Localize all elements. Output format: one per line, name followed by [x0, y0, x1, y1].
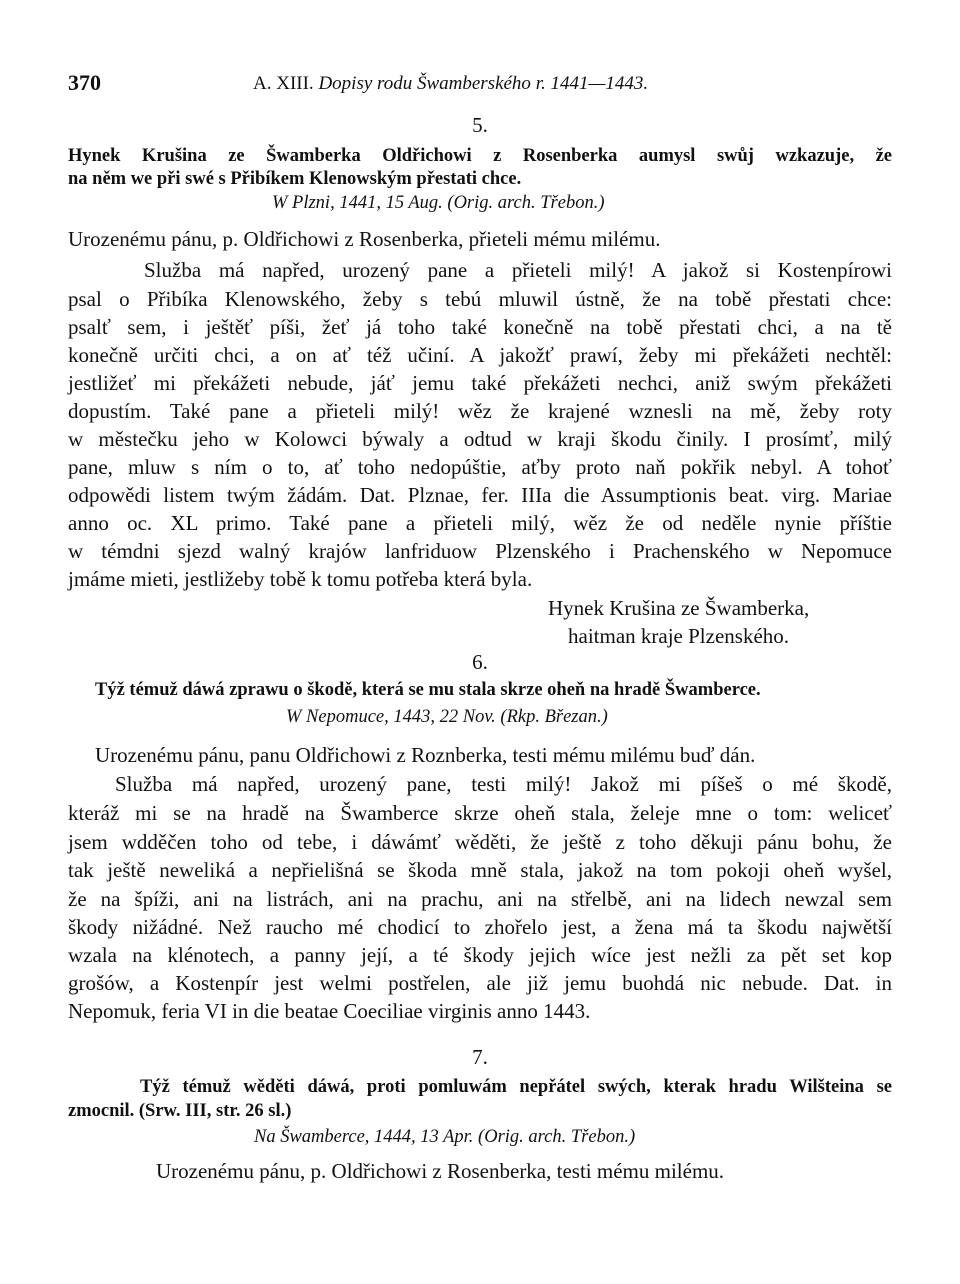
- letter-6-body-line: jsem wdděčen toho od tebe, i dáwámť wěděti, že ještě z toho děkuji pánu bohu, že: [68, 830, 892, 854]
- header-title: Dopisy rodu Šwamberského: [318, 73, 531, 94]
- letter-5-body-line: psal o Přibíka Klenowského, žeby s tebú mluwil ústně, že na tobě přestati chce:: [68, 287, 892, 311]
- letter-5-regest-line: na něm we při swé s Přibíkem Klenowským přestati chce.: [68, 169, 522, 189]
- letter-6-place-date: W Nepomuce, 1443, 22 Nov. (Rkp. Březan.): [286, 707, 608, 727]
- letter-5-body-line: pane, mluw s ním o to, ať toho nedopúštie, aťby proto naň pokřik nebyl. A tohoť: [68, 455, 892, 479]
- letter-6-body-line: Služba má napřed, urozený pane, testi milý! Jakož mi píšeš o mé škodě,: [115, 772, 892, 796]
- letter-5-address: Urozenému pánu, p. Oldřichowi z Rosenberka, přieteli mému milému.: [68, 227, 661, 251]
- letter-6-body-line: kteráž mi se na hradě na Šwamberce skrze oheň stala, želeje mne o tom: weliceť: [68, 801, 892, 825]
- letter-5-body-line: jestližeť mi překážeti nebude, jáť jemu také překážeti nechci, aniž swým překážeti: [68, 371, 892, 395]
- letter-7-regest-line: Týž témuž wěděti dáwá, proti pomluwám nepřátel swých, kterak hradu Wilšteina se: [140, 1077, 892, 1097]
- letter-6-body-line: grošów, a Kostenpír jest welmi postřelen, ale již jemu buohdá nic nebude. Dat. in: [68, 971, 892, 995]
- header-part: A. XIII.: [253, 73, 314, 94]
- letter-5-body-line: jmáme mieti, jestližeby tobě k tomu potřeba která byla.: [68, 567, 533, 591]
- letter-6-address: Urozenému pánu, panu Oldřichowi z Roznberka, testi mému milému buď dán.: [95, 743, 756, 767]
- letter-6-body-line: tak ještě neweliká a nepřielišná se škoda mně stala, jakož na tom pokoji oheň wyšel,: [68, 858, 892, 882]
- letter-7-number: 7.: [472, 1045, 488, 1069]
- letter-5-body-line: psalť sem, i ještěť píši, žeť já toho také konečně na tobě přestati chci, a na tě: [68, 315, 892, 339]
- running-header: [253, 73, 648, 95]
- letter-5-body-line: w témdni sjezd walný krajów lanfriduow Plzenského i Prachenského w Nepomuce: [68, 539, 892, 563]
- letter-5-body-line: odpowědi listem twým žádám. Dat. Plznae, fer. IIIa die Assumptionis beat. virg. Mariae: [68, 483, 892, 507]
- letter-6-number: 6.: [472, 650, 488, 674]
- letter-5-body-line: w městečku jeho w Kolowci býwaly a odtud w kraji škodu činily. I prosímť, milý: [68, 427, 892, 451]
- page-number: 370: [68, 70, 101, 95]
- letter-7-regest-line: zmocnil. (Srw. III, str. 26 sl.): [68, 1101, 292, 1121]
- letter-6-body-line: Nepomuk, feria VI in die beatae Coeciliae virginis anno 1443.: [68, 999, 591, 1023]
- letter-5-signature-title: haitman kraje Plzenského.: [568, 624, 790, 648]
- letter-5-regest-line: Hynek Krušina ze Šwamberka Oldřichowi z Rosenberka aumysl swůj wzkazuje, že: [68, 146, 892, 166]
- letter-5-number: 5.: [472, 113, 488, 137]
- letter-7-address: Urozenému pánu, p. Oldřichowi z Rosenberka, testi mému milému.: [156, 1159, 725, 1183]
- letter-6-body-line: škody nižádné. Než raucho mé chodicí to zhořelo jest, a žena má ta škodu najwětší: [68, 915, 892, 939]
- letter-7-place-date: Na Šwamberce, 1444, 13 Apr. (Orig. arch. Třebon.): [254, 1127, 636, 1147]
- letter-5-signature: Hynek Krušina ze Šwamberka,: [548, 596, 810, 620]
- letter-5-body-line: Služba má napřed, urozený pane a přieteli milý! A jakož si Kostenpírowi: [144, 258, 892, 282]
- letter-6-regest: Týž témuž dáwá zprawu o škodě, která se mu stala skrze oheň na hradě Šwamberce.: [95, 680, 761, 700]
- header-years: r. 1441—1443.: [535, 73, 649, 94]
- letter-5-body-line: anno oc. XL primo. Také pane a přieteli milý, wěz že od neděle nynie příštie: [68, 511, 892, 535]
- letter-6-body-line: wzala na klénotech, a panny její, a té škody jejich wíce jest nežli za pět set kop: [68, 943, 892, 967]
- letter-5-body-line: konečně určiti chci, a on ať též učiní. A jakožť prawí, žeby mi překážeti nechtěl:: [68, 343, 892, 367]
- letter-6-body-line: že na špíži, ani na listrách, ani na prachu, ani na střelbě, ani na lidech newzal sem: [68, 887, 892, 911]
- letter-5-place-date: W Plzni, 1441, 15 Aug. (Orig. arch. Třebon.): [272, 193, 605, 213]
- letter-5-body-line: dopustím. Také pane a přieteli milý! wěz že krajené wznesli na mě, žeby roty: [68, 399, 892, 423]
